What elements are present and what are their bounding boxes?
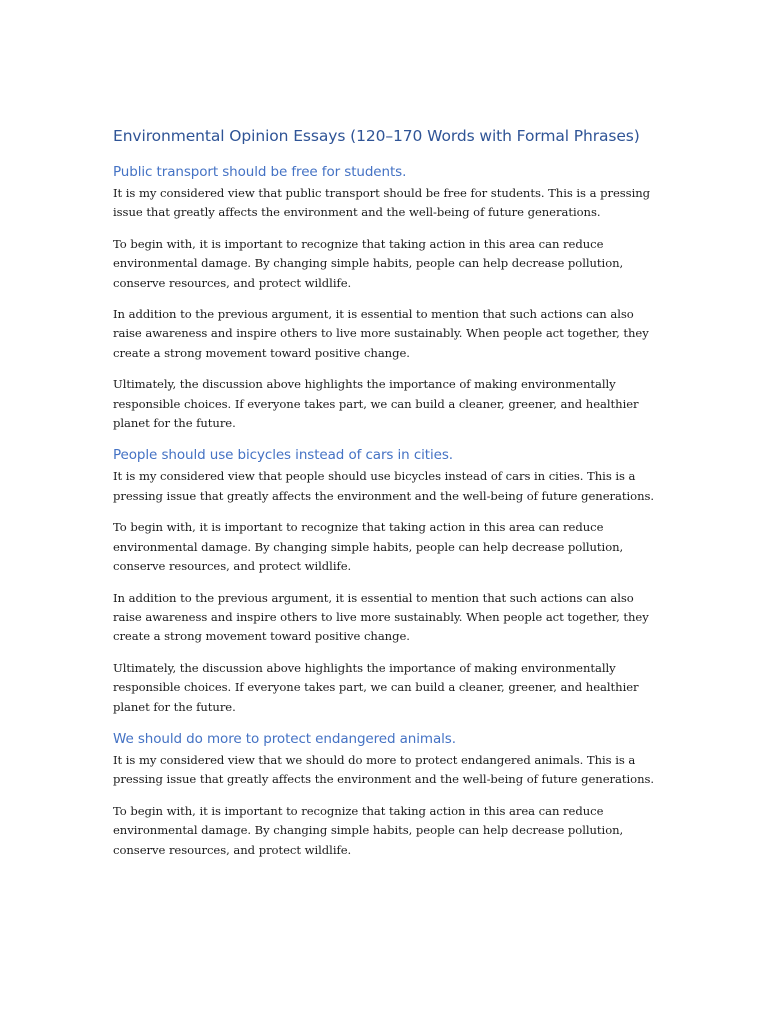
essay-heading: People should use bicycles instead of cars in cities. [113,447,453,464]
essay-paragraph: It is my considered view that we should do more to protect endangered animals. This is a pressing issue that greatly affects the environment and the well-being of future generations. [113,752,655,787]
essay-paragraph: It is my considered view that people should use bicycles instead of cars in cities. This is a pressing issue that greatly affects the environment and the well-being of future generations. [113,469,655,503]
essay-paragraph: In addition to the previous argument, it is essential to mention that such actions can also raise awareness and inspire others to live more sustainably. When people act together, they create a strong movement toward positive change. [113,590,649,644]
essay-paragraph: Ultimately, the discussion above highlights the importance of making environmentally responsible choices. If everyone takes part, we can build a cleaner, greener, and healthier planet for the future. [113,377,639,431]
essay-paragraph: In addition to the previous argument, it is essential to mention that such actions can also raise awareness and inspire others to live more sustainably. When people act together, they create a strong movement toward positive change. [113,307,649,360]
essay-paragraph: To begin with, it is important to recognize that taking action in this area can reduce environmental damage. By changing simple habits, people can help decrease pollution, conserve resources, and protect wildlife. [113,236,624,290]
essay-public-transport [113,162,658,433]
document-content [113,124,658,872]
essay-endangered-animals [113,729,658,860]
essay-bicycles [113,445,658,716]
essay-paragraph: To begin with, it is important to recognize that taking action in this area can reduce environmental damage. By changing simple habits, people can help decrease pollution, conserve resources, and protect wildlife. [113,520,624,574]
essay-paragraph: Ultimately, the discussion above highlights the importance of making environmentally responsible choices. If everyone takes part, we can build a cleaner, greener, and healthier planet for the future. [113,660,639,714]
document-title: Environmental Opinion Essays (120–170 Words with Formal Phrases) [113,127,640,145]
essay-heading: We should do more to protect endangered animals. [113,730,456,747]
essay-paragraph: It is my considered view that public transport should be free for students. This is a pressing issue that greatly affects the environment and the well-being of future generations. [113,186,651,220]
essay-heading: Public transport should be free for students. [113,164,407,180]
essay-paragraph: To begin with, it is important to recognize that taking action in this area can reduce environmental damage. By changing simple habits, people can help decrease pollution, conserve resources, and protect wildlife. [113,803,624,857]
